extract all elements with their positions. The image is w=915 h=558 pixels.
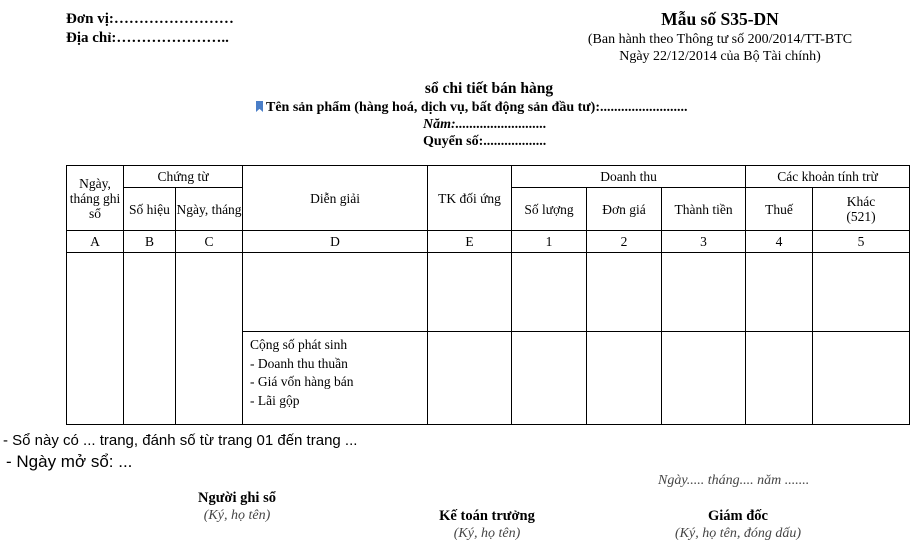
code-cell: E bbox=[428, 231, 512, 253]
form-code: Mẫu số S35-DN bbox=[661, 9, 779, 29]
header-account: TK đối ứng bbox=[428, 166, 512, 231]
header-deductions: Các khoản tính trừ bbox=[746, 166, 910, 188]
code-cell: 2 bbox=[587, 231, 662, 253]
address-line: Địa chỉ:………………….. bbox=[66, 30, 229, 46]
header-other-code: (521) bbox=[846, 209, 876, 224]
product-label: Tên sản phẩm (hàng hoá, dịch vụ, bất động sản đầu tư):......................... bbox=[266, 100, 688, 115]
body-cell bbox=[512, 332, 587, 425]
product-line bbox=[256, 100, 688, 116]
header-date: Ngày, tháng ghi sổ bbox=[67, 166, 124, 231]
body-cell bbox=[428, 332, 512, 425]
body-cell bbox=[662, 332, 746, 425]
summary-cogs: - Giá vốn hàng bán bbox=[250, 374, 354, 389]
year-line: Năm:.......................... bbox=[423, 117, 547, 132]
director-sign-note: (Ký, họ tên, đóng dấu) bbox=[675, 526, 801, 541]
code-cell: C bbox=[176, 231, 243, 253]
body-cell bbox=[662, 253, 746, 332]
header-unit-price: Đơn giá bbox=[587, 188, 662, 231]
header-voucher: Chứng từ bbox=[124, 166, 243, 188]
summary-total: Cộng số phát sinh bbox=[250, 337, 348, 352]
header-other-label: Khác bbox=[846, 194, 876, 209]
body-cell bbox=[746, 253, 813, 332]
code-cell: D bbox=[243, 231, 428, 253]
summary-gross-profit: - Lãi gộp bbox=[250, 392, 300, 408]
body-cell bbox=[243, 253, 428, 332]
body-cell bbox=[746, 332, 813, 425]
header-revenue: Doanh thu bbox=[512, 166, 746, 188]
header-other bbox=[813, 188, 910, 231]
header-voucher-date: Ngày, tháng bbox=[176, 188, 243, 231]
body-cell bbox=[587, 332, 662, 425]
body-cell bbox=[67, 253, 124, 425]
sales-ledger-table bbox=[66, 165, 910, 425]
body-cell bbox=[176, 253, 243, 425]
body-cell bbox=[587, 253, 662, 332]
unit-line: Đơn vị:…………………… bbox=[66, 11, 234, 27]
code-cell: B bbox=[124, 231, 176, 253]
code-cell: 4 bbox=[746, 231, 813, 253]
bookmark-icon bbox=[256, 101, 263, 112]
code-cell: 3 bbox=[662, 231, 746, 253]
summary-cell bbox=[243, 332, 428, 425]
body-cell bbox=[428, 253, 512, 332]
issued-date: Ngày 22/12/2014 của Bộ Tài chính) bbox=[619, 49, 821, 64]
open-date: - Ngày mở sổ: ... bbox=[6, 452, 133, 471]
header-voucher-no: Số hiệu bbox=[124, 188, 176, 231]
accountant-title: Kế toán trưởng bbox=[439, 508, 535, 524]
accountant-sign-note: (Ký, họ tên) bbox=[453, 526, 521, 541]
page-title: sổ chi tiết bán hàng bbox=[424, 80, 554, 97]
date-line: Ngày..... tháng.... năm ....... bbox=[658, 473, 810, 488]
body-cell bbox=[512, 253, 587, 332]
code-cell: 1 bbox=[512, 231, 587, 253]
issued-by: (Ban hành theo Thông tư số 200/2014/TT-BTC bbox=[587, 32, 853, 47]
header-amount: Thành tiền bbox=[662, 188, 746, 231]
header-tax: Thuế bbox=[746, 188, 813, 231]
summary-net-revenue: - Doanh thu thuần bbox=[250, 355, 348, 371]
header-description: Diễn giải bbox=[243, 166, 428, 231]
recorder-title: Người ghi sổ bbox=[198, 490, 276, 506]
body-cell bbox=[124, 253, 176, 425]
recorder-sign-note: (Ký, họ tên) bbox=[203, 508, 271, 523]
book-number-line: Quyển số:.................. bbox=[423, 134, 547, 149]
code-cell: A bbox=[67, 231, 124, 253]
code-cell: 5 bbox=[813, 231, 910, 253]
body-cell bbox=[813, 332, 910, 425]
director-title: Giám đốc bbox=[707, 508, 768, 524]
pages-note: - Sổ này có ... trang, đánh số từ trang 01 đến trang ... bbox=[3, 432, 358, 449]
header-quantity: Số lượng bbox=[512, 188, 587, 231]
body-cell bbox=[813, 253, 910, 332]
